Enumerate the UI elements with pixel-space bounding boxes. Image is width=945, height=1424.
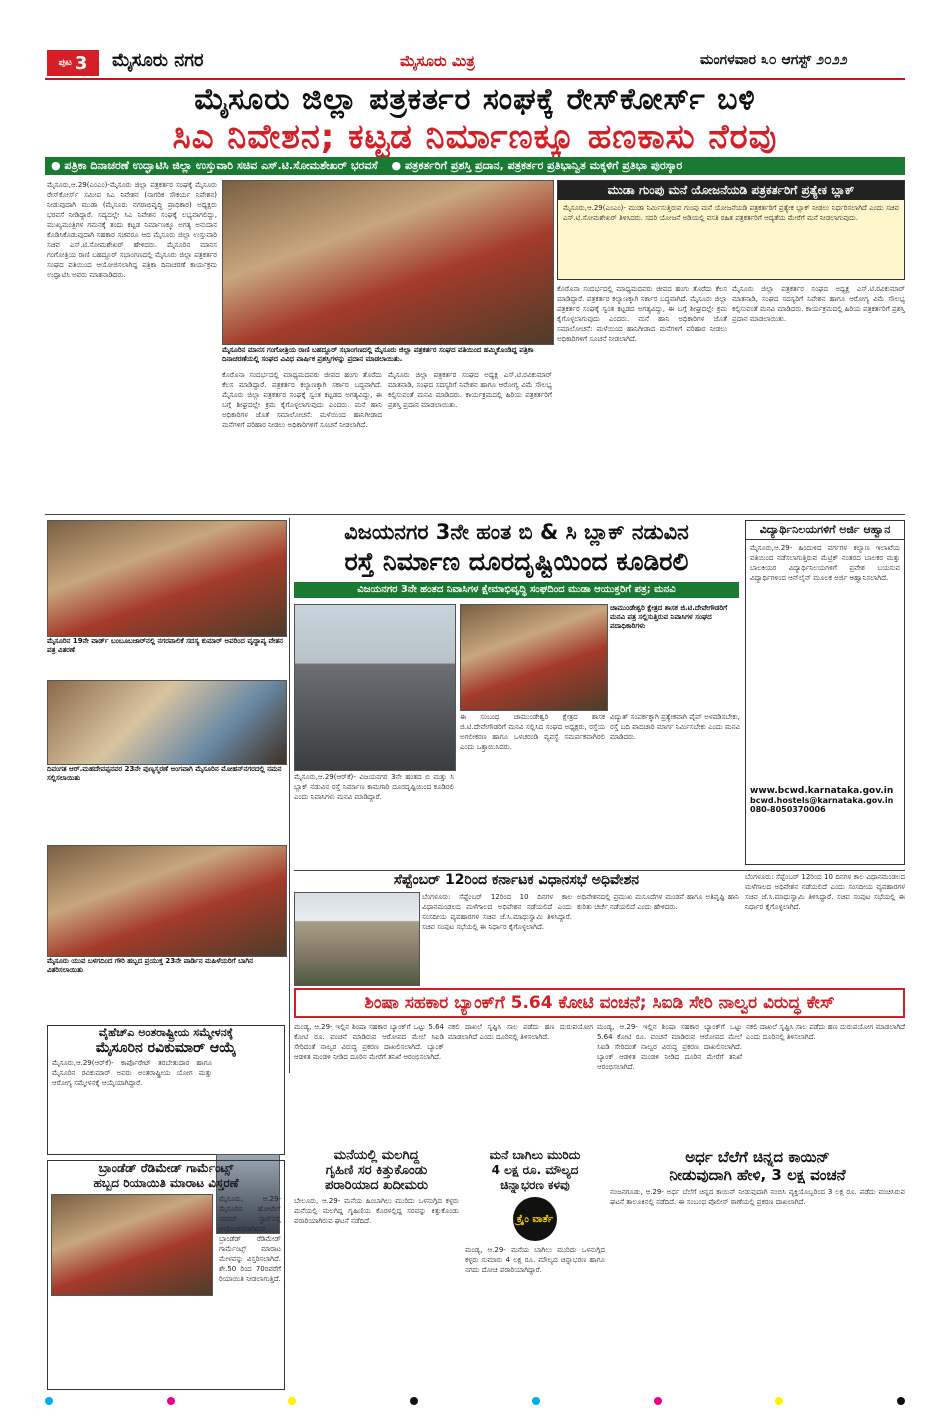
chain-snatch-article [294, 1148, 459, 1393]
assembly-body-1: ಬೆಂಗಳೂರು: ಸೆಪ್ಟೆಂಬರ್ 12ರಿಂದ 10 ದಿನಗಳ ಕಾಲ ವಿಧಾನಮಂಡಲದ ಮಳೆಗಾಲದ ಅಧಿವೇಶನ ನಡೆಯಲಿದೆ ಎಂದು ಸಂಸದೀಯ ವ್ಯವಹಾರಗಳ ಸಚಿವ ಜೆ.ಸಿ.ಮಾಧುಸ್ವಾಮಿ ತಿಳಿಸಿದ್ದಾರೆ. ಸಚಿವ ಸಂಪುಟ ಸಭೆಯಲ್ಲಿ ಈ ನಿರ್ಧಾರ ಕೈಗೊಳ್ಳಲಾಗಿದೆ. [422, 893, 572, 931]
chain-title-2: ಗೃಹಿಣಿ ಸರ ಕಿತ್ತುಕೊಂಡು [325, 1163, 428, 1178]
ravikumar-title-2: ಮೈಸೂರಿನ ರವಿಕುಮಾರ್ ಆಯ್ಕೆ [95, 1040, 237, 1056]
cyan-dot [45, 1397, 53, 1405]
section-name: ಮೈಸೂರು ನಗರ [112, 50, 204, 71]
muda-body: ಮೈಸೂರು,ಆ.29(ಎಂಎಂ)- ಮುಡಾ ನಿರ್ಮಿಸುತ್ತಿರುವ ಗುಂಪು ಮನೆ ಯೋಜನೆಯಡಿ ಪತ್ರಕರ್ತರಿಗೆ ಪ್ರತ್ಯೇಕ ಬ್ಲಾಕ್ ನೀಡಲು ನಿರ್ಧರಿಸಲಾಗಿದೆ ಎಂದು ಸಚಿವ ಎಸ್.ಟಿ.ಸೋಮಶೇಖರ್ ತಿಳಿಸಿದರು. ಸದರಿ ಯೋಜನೆ ಅಡಿಯಲ್ಲಿ ವಸತಿ ರಹಿತ ಪತ್ರಕರ್ತರಿಗೆ ಆದ್ಯತೆಯ ಮೇರೆಗೆ ಮನೆ ನೀಡಲಾಗುವುದು. [563, 204, 899, 222]
hostel-phone: 080-8050370006 [750, 805, 826, 814]
black-dot [897, 1397, 905, 1405]
chain-title-1: ಮನೆಯಲ್ಲಿ ಮಲಗಿದ್ದ [333, 1148, 420, 1163]
vijayanagar-headline-1: ವಿಜಯನಗರ 3ನೇ ಹಂತ ಬಿ & ಸಿ ಬ್ಲಾಕ್ ನಡುವಿನ [344, 520, 689, 544]
coin-title-1: ಅರ್ಧ ಬೆಲೆಗೆ ಚಿನ್ನದ ಕಾಯಿನ್ [685, 1148, 830, 1166]
muda-column-3: ಮೈಸೂರು ಜಿಲ್ಲಾ ಪತ್ರಕರ್ತರ ಸಂಘದ ಅಧ್ಯಕ್ಷ ಎಸ್.ಟಿ.ರವಿಕುಮಾರ್ ಮಾತನಾಡಿ, ಸಂಘದ ಸದಸ್ಯರಿಗೆ ನಿವೇಶನ ಹಾಗೂ ಆರೋಗ್ಯ ವಿಮೆ ಸೌಲಭ್ಯ ಕಲ್ಪಿಸುವಂತೆ ಮನವಿ ಮಾಡಿದರು. ಕಾರ್ಯಕ್ರಮದಲ್ಲಿ ಹಿರಿಯ ಪತ್ರಕರ್ತರಿಗೆ ಪ್ರಶಸ್ತಿ ಪ್ರದಾನ ಮಾಡಲಾಯಿತು. [732, 285, 905, 323]
chain-body: ಬೇಲೂರು, ಆ.29- ಮನೆಯ ಹಿಂಬಾಗಿಲು ಮುರಿದು ಒಳನುಗ್ಗಿದ ಕಳ್ಳರು ಮನೆಯಲ್ಲಿ ಮಲಗಿದ್ದ ಗೃಹಿಣಿಯ ಕೊರಳಲ್ಲಿದ್ದ ಸರವನ್ನು ಕಿತ್ತುಕೊಂಡು ಪರಾರಿಯಾಗಿರುವ ಘಟನೆ ನಡೆದಿದೆ. [294, 1197, 459, 1225]
lead-column-1: ಮೈಸೂರು,ಆ.29(ಎಂಎಂ)-ಮೈಸೂರು ಜಿಲ್ಲಾ ಪತ್ರಕರ್ತರ ಸಂಘಕ್ಕೆ ಮೈಸೂರು ರೇಸ್‌ಕೋರ್ಸ್ ಸಮೀಪ ಸಿಎ ನಿವೇಶನ (ನಾಗರಿಕ ಸೌಕರ್ಯ ನಿವೇಶನ) ನೀಡುವುದಾಗಿ ಮುಡಾ (ಮೈಸೂರು ನಗರಾಭಿವೃದ್ಧಿ ಪ್ರಾಧಿಕಾರ) ಅಧ್ಯಕ್ಷರು ಭರವಸೆ ನೀಡಿದ್ದಾರೆ. ಸದ್ಯದಲ್ಲೇ ಸಿಎ ನಿವೇಶನ ಸಂಘಕ್ಕೆ ಲಭ್ಯವಾಗಲಿದ್ದು, ಮುಖ್ಯಮಂತ್ರಿಗಳ ಗಮನಕ್ಕೆ ತಂದು ಕಟ್ಟಡ ನಿರ್ಮಾಣಕ್ಕೂ ಅಗತ್ಯ ಅನುದಾನ ಕೊಡಿಸಿಕೊಡುವುದಾಗಿ ಸಹಕಾರ ಸಚಿವರೂ ಆದ ಮೈಸೂರು ಜಿಲ್ಲಾ ಉಸ್ತುವಾರಿ ಸಚಿವ ಎಸ್.ಟಿ.ಸೋಮಶೇಖರ್ ಹೇಳಿದರು. ಮೈಸೂರಿನ ಮಾನಸ ಗಂಗೋತ್ರಿಯ ರಾಣಿ ಬಹದ್ದೂರ್ ಸಭಾಂಗಣದಲ್ಲಿ ಮೈಸೂರು ಜಿಲ್ಲಾ ಪತ್ರಕರ್ತರ ಸಂಘದ ವತಿಯಿಂದ ಆಯೋಜಿಸಲಾಗಿದ್ದ ಪತ್ರಿಕಾ ದಿನಾಚರಣೆ ಕಾರ್ಯಕ್ರಮ ಉದ್ಘಾಟಿಸಿ ಅವರು ಮಾತನಾಡಿದರು. [47, 181, 217, 279]
theft-title-1: ಮನೆ ಬಾಗಿಲು ಮುರಿದು [489, 1148, 581, 1162]
hostel-box [745, 520, 905, 865]
tribute-photo [47, 680, 287, 765]
ravikumar-body: ಮೈಸೂರು,ಆ.29(ಆರ್‌ಕೆ)- ಕಾರ್ಪೊರೇಟ್ ತರಬೇತುದಾರ ಹಾಗೂ ಮೈಸೂರಿನ ರವಿಕುಮಾರ್ ಅವರು ಅಂತರಾಷ್ಟ್ರೀಯ ಯೋಗ ಮತ್ತು ಆರೋಗ್ಯ ಸಮ್ಮೇಳನಕ್ಕೆ ಆಯ್ಕೆಯಾಗಿದ್ದಾರೆ. [52, 1059, 212, 1087]
awards-photo [222, 180, 554, 345]
garment-title-2: ಹಬ್ಬದ ರಿಯಾಯಿತಿ ಮಾರಾಟ ವಿಸ್ತರಣೆ [93, 1176, 239, 1190]
lead-headline-2: ಸಿಎ ನಿವೇಶನ; ಕಟ್ಟಡ ನಿರ್ಮಾಣಕ್ಕೂ ಹಣಕಾಸು ನೆರವು [172, 117, 778, 157]
lead-headline-1: ಮೈಸೂರು ಜಿಲ್ಲಾ ಪತ್ರಕರ್ತರ ಸಂಘಕ್ಕೆ ರೇಸ್‌ಕೋರ್ಸ್ ಬಳಿ [194, 82, 756, 117]
vijayanagar-headline-2: ರಸ್ತೆ ನಿರ್ಮಾಣ ದೂರದೃಷ್ಟಿಯಿಂದ ಕೂಡಿರಲಿ [344, 547, 689, 576]
bagina-caption: ಮೈಸೂರು ಯುವ ಬಳಗದಿಂದ ಗೌರಿ ಹಬ್ಬದ ಪ್ರಯುಕ್ತ 23ನೇ ವಾರ್ಡಿನ ಮಹಿಳೆಯರಿಗೆ ಬಾಗಿನ ವಿತರಿಸಲಾಯಿತು [47, 957, 254, 974]
lead-subhead-strip [45, 157, 905, 175]
magenta-dot [654, 1397, 662, 1405]
pension-caption: ಮೈಸೂರಿನ 19ನೇ ವಾರ್ಡ್ ಬಂಬೂಬಜಾರ್‌ನಲ್ಲಿ ನಗರಪಾಲಿಕೆ ಸದಸ್ಯ ಕುಮಾರ್ ಅವರಿಂದ ವೃದ್ಧಾಪ್ಯ ವೇತನ ಪತ್ರ ವಿತರಣೆ [47, 637, 283, 654]
bank-headline-box [294, 988, 905, 1018]
coin-fraud-article [610, 1148, 905, 1393]
theft-article [465, 1148, 605, 1393]
muda-title: ಮುಡಾ ಗುಂಪು ಮನೆ ಯೋಜನೆಯಡಿ ಪತ್ರಕರ್ತರಿಗೆ ಪ್ರತ್ಯೇಕ ಬ್ಲಾಕ್ [558, 181, 904, 200]
chain-title-3: ಪರಾರಿಯಾದ ಖದೀಮರು [324, 1178, 429, 1193]
black-dot [410, 1397, 418, 1405]
bank-body-1: ಮಂಡ್ಯ, ಆ.29- ಇಲ್ಲಿನ ಶಿಂಷಾ ಸಹಕಾರ ಬ್ಯಾಂಕ್‌ಗೆ ಒಟ್ಟು 5.64 ಕೋಟಿ ರೂ. ವಂಚನೆ ಮಾಡಿರುವ ಆರೋಪದ ಮೇಲೆ ಸಿಐಡಿ ಸೇರಿದಂತೆ ನಾಲ್ವರ ವಿರುದ್ಧ ಪ್ರಕರಣ ದಾಖಲಿಸಲಾಗಿದೆ. ಬ್ಯಾಂಕ್ ಆಡಳಿತ ಮಂಡಳಿ ನೀಡಿದ ದೂರಿನ ಮೇರೆಗೆ ತನಿಖೆ ಆರಂಭಿಸಲಾಗಿದೆ. [294, 1023, 444, 1061]
divider [294, 870, 905, 871]
assembly-body-3: ಬೆಂಗಳೂರು: ಸೆಪ್ಟೆಂಬರ್ 12ರಿಂದ 10 ದಿನಗಳ ಕಾಲ ವಿಧಾನಮಂಡಲದ ಮಳೆಗಾಲದ ಅಧಿವೇಶನ ನಡೆಯಲಿದೆ ಎಂದು ಸಂಸದೀಯ ವ್ಯವಹಾರಗಳ ಸಚಿವ ಜೆ.ಸಿ.ಮಾಧುಸ್ವಾಮಿ ತಿಳಿಸಿದ್ದಾರೆ. ಸಚಿವ ಸಂಪುಟ ಸಭೆಯಲ್ಲಿ ಈ ನಿರ್ಧಾರ ಕೈಗೊಳ್ಳಲಾಗಿದೆ. [745, 873, 905, 911]
theft-title-2: 4 ಲಕ್ಷ ರೂ. ಮೌಲ್ಯದ [491, 1163, 579, 1177]
yellow-dot [288, 1397, 296, 1405]
ravikumar-title-1: ವೈಹೆಚ್‌ಎ ಅಂತರಾಷ್ಟ್ರೀಯ ಸಮ್ಮೇಳನಕ್ಕೆ [98, 1026, 234, 1039]
magenta-dot [167, 1397, 175, 1405]
theft-body: ಮಂಡ್ಯ, ಆ.29- ಮನೆಯ ಬಾಗಿಲು ಮುರಿದು ಒಳನುಗ್ಗಿದ ಕಳ್ಳರು ಸುಮಾರು 4 ಲಕ್ಷ ರೂ. ಮೌಲ್ಯದ ಚಿನ್ನಾಭರಣ ಹಾಗೂ ನಗದು ದೋಚಿ ಪರಾರಿಯಾಗಿದ್ದಾರೆ. [465, 1246, 605, 1274]
assembly-title: ಸೆಪ್ಟೆಂಬರ್ 12ರಿಂದ ಕರ್ನಾಟಕ ವಿಧಾನಸಭೆ ಅಧಿವೇಶನ [393, 872, 640, 888]
hostel-body: ಮೈಸೂರು,ಆ.29- ಹಿಂದುಳಿದ ವರ್ಗಗಳ ಕಲ್ಯಾಣ ಇಲಾಖೆಯ ವತಿಯಿಂದ ನಡೆಸಲಾಗುತ್ತಿರುವ ಮೆಟ್ರಿಕ್ ನಂತರದ ಬಾಲಕರ ಮತ್ತು ಬಾಲಕಿಯರ ವಿದ್ಯಾರ್ಥಿನಿಲಯಗಳಿಗೆ ಪ್ರವೇಶ ಬಯಸುವ ವಿದ್ಯಾರ್ಥಿಗಳಿಂದ ಆನ್‌ಲೈನ್ ಮೂಲಕ ಅರ್ಜಿ ಆಹ್ವಾನಿಸಲಾಗಿದೆ. [750, 544, 900, 582]
masthead: ಮೈಸೂರು ಮಿತ್ರ [400, 52, 475, 70]
assembly-body-2: ಅಧಿವೇಶನದಲ್ಲಿ ಪ್ರಮುಖ ಮಸೂದೆಗಳ ಮಂಡನೆ ಹಾಗೂ ಅತಿವೃಷ್ಟಿ ಹಾನಿ ಕುರಿತು ಚರ್ಚೆ ನಡೆಯಲಿದೆ ಎಂದು ಹೇಳಿದರು. [577, 893, 739, 911]
hostel-email[interactable]: bcwd.hostels@karnataka.gov.in [750, 796, 894, 805]
page-number-badge: ಪುಟ 3 [47, 50, 99, 76]
lead-subhead-1: ● ಪತ್ರಿಕಾ ದಿನಾಚರಣೆ ಉದ್ಘಾಟಿಸಿ ಜಿಲ್ಲಾ ಉಸ್ತುವಾರಿ ಸಚಿವ ಎಸ್.ಟಿ.ಸೋಮಶೇಖರ್ ಭರವಸೆ [51, 159, 378, 172]
awards-photo-caption: ಮೈಸೂರಿನ ಮಾನಸ ಗಂಗೋತ್ರಿಯ ರಾಣಿ ಬಹದ್ದೂರ್ ಸಭಾಂಗಣದಲ್ಲಿ ಮೈಸೂರು ಜಿಲ್ಲಾ ಪತ್ರಕರ್ತರ ಸಂಘದ ವತಿಯಿಂದ ಹಮ್ಮಿಕೊಂಡಿದ್ದ ಪತ್ರಿಕಾ ದಿನಾಚರಣೆಯಲ್ಲಿ ಸಂಘದ ವಿವಿಧ ವಾರ್ಷಿಕ ಪ್ರಶಸ್ತಿಗಳನ್ನು ಪ್ರದಾನ ಮಾಡಲಾಯಿತು. [222, 346, 534, 363]
crime-stamp: ಕ್ರೈಂ ವಾರ್ತೆ [513, 1197, 557, 1241]
lead-column-3: ಮೈಸೂರು ಜಿಲ್ಲಾ ಪತ್ರಕರ್ತರ ಸಂಘದ ಅಧ್ಯಕ್ಷ ಎಸ್.ಟಿ.ರವಿಕುಮಾರ್ ಮಾತನಾಡಿ, ಸಂಘದ ಸದಸ್ಯರಿಗೆ ನಿವೇಶನ ಹಾಗೂ ಆರೋಗ್ಯ ವಿಮೆ ಸೌಲಭ್ಯ ಕಲ್ಪಿಸುವಂತೆ ಮನವಿ ಮಾಡಿದರು. ಕಾರ್ಯಕ್ರಮದಲ್ಲಿ ಹಿರಿಯ ಪತ್ರಕರ್ತರಿಗೆ ಪ್ರಶಸ್ತಿ ಪ್ರದಾನ ಮಾಡಲಾಯಿತು. [388, 371, 552, 409]
garment-title-1: ಬ್ರಾಂಡೆಡ್ ರೆಡಿಮೇಡ್ ಗಾರ್ಮೆಂಟ್ಸ್ [98, 1161, 234, 1175]
garment-photo [51, 1194, 213, 1296]
yellow-dot [775, 1397, 783, 1405]
vijayanagar-subhead: ವಿಜಯನಗರ 3ನೇ ಹಂತದ ನಿವಾಸಿಗಳ ಕ್ಷೇಮಾಭಿವೃದ್ಧಿ ಸಂಘದಿಂದ ಮುಡಾ ಆಯುಕ್ತರಿಗೆ ಪತ್ರ; ಮನವಿ [294, 582, 739, 598]
coin-body: ನಂಜನಗೂಡು, ಆ.29- ಅರ್ಧ ಬೆಲೆಗೆ ಚಿನ್ನದ ಕಾಯಿನ್ ನೀಡುವುದಾಗಿ ನಂಬಿಸಿ ವ್ಯಕ್ತಿಯೊಬ್ಬರಿಂದ 3 ಲಕ್ಷ ರೂ. ಪಡೆದು ವಂಚಿಸಿರುವ ಘಟನೆ ತಾಲೂಕಿನಲ್ಲಿ ನಡೆದಿದೆ. ಈ ಸಂಬಂಧ ಪೊಲೀಸ್ ಠಾಣೆಯಲ್ಲಿ ಪ್ರಕರಣ ದಾಖಲಾಗಿದೆ. [610, 1188, 905, 1206]
cyan-dot [532, 1397, 540, 1405]
bagina-photo [47, 845, 287, 957]
theft-title-3: ಚಿನ್ನಾಭರಣ ಕಳವು [500, 1178, 570, 1192]
lead-column-2: ಕೊರೊನಾ ಸಂದರ್ಭದಲ್ಲಿ ಮಾಧ್ಯಮದವರು ಜೀವದ ಹಂಗು ತೊರೆದು ಕೆಲಸ ಮಾಡಿದ್ದಾರೆ. ಪತ್ರಕರ್ತರ ಕಲ್ಯಾಣಕ್ಕಾಗಿ ಸರ್ಕಾರ ಬದ್ಧವಾಗಿದೆ. ಮೈಸೂರು ಜಿಲ್ಲಾ ಪತ್ರಕರ್ತರ ಸಂಘಕ್ಕೆ ಸ್ವಂತ ಕಟ್ಟಡದ ಅಗತ್ಯವಿದ್ದು, ಈ ಬಗ್ಗೆ ಶೀಘ್ರದಲ್ಲೇ ಕ್ರಮ ಕೈಗೊಳ್ಳಲಾಗುವುದು ಎಂದರು. ಮನೆ ಹಾನಿ ಅಧಿಕಾರಿಗಳ ಜೊತೆ ಸಮಾಲೋಚನೆ: ಮಳೆಯಿಂದ ಹಾನಿಗೀಡಾದ ಮನೆಗಳಿಗೆ ಪರಿಹಾರ ನೀಡಲು ಅಧಿಕಾರಿಗಳಿಗೆ ಸೂಚನೆ ನೀಡಲಾಗಿದೆ. [222, 371, 382, 429]
garment-body: ಮೈಸೂರು, ಆ.29- ಮೈಸೂರಿನ ಹೋಟೆಲ್ ಸದರನ್ ಸ್ಟಾರ್‌ನಲ್ಲಿ ಆಯೋಜಿಸಲಾಗಿರುವ ಬ್ರಾಂಡೆಡ್ ರೆಡಿಮೇಡ್ ಗಾರ್ಮೆಂಟ್ಸ್ ಮಾರಾಟ ಮೇಳವನ್ನು ವಿಸ್ತರಿಸಲಾಗಿದೆ. ಶೇ.50 ರಿಂದ 70ರವರೆಗೆ ರಿಯಾಯಿತಿ ನೀಡಲಾಗುತ್ತಿದೆ. [219, 1195, 281, 1283]
divider [289, 518, 290, 1073]
hostel-title: ವಿದ್ಯಾರ್ಥಿನಿಲಯಗಳಿಗೆ ಅರ್ಜಿ ಆಹ್ವಾನ [746, 521, 904, 540]
lead-subhead-2: ● ಪತ್ರಕರ್ತರಿಗೆ ಪ್ರಶಸ್ತಿ ಪ್ರದಾನ, ಪತ್ರಕರ್ತರ ಪ್ರತಿಭಾನ್ವಿತ ಮಕ್ಕಳಿಗೆ ಪ್ರತಿಭಾ ಪುರಸ್ಕಾರ [391, 159, 683, 172]
issue-date: ಮಂಗಳವಾರ ೩೦ ಆಗಸ್ಟ್ ೨೦೨೨ [700, 52, 848, 68]
bank-body-3: ಮಂಡ್ಯ, ಆ.29- ಇಲ್ಲಿನ ಶಿಂಷಾ ಸಹಕಾರ ಬ್ಯಾಂಕ್‌ಗೆ ಒಟ್ಟು 5.64 ಕೋಟಿ ರೂ. ವಂಚನೆ ಮಾಡಿರುವ ಆರೋಪದ ಮೇಲೆ ಸಿಐಡಿ ಸೇರಿದಂತೆ ನಾಲ್ವರ ವಿರುದ್ಧ ಪ್ರಕರಣ ದಾಖಲಿಸಲಾಗಿದೆ. ಬ್ಯಾಂಕ್ ಆಡಳಿತ ಮಂಡಳಿ ನೀಡಿದ ದೂರಿನ ಮೇರೆಗೆ ತನಿಖೆ ಆರಂಭಿಸಲಾಗಿದೆ. [597, 1023, 742, 1071]
coin-title-2: ನೀಡುವುದಾಗಿ ಹೇಳಿ, 3 ಲಕ್ಷ ವಂಚನೆ [669, 1166, 846, 1184]
bank-body-4: ನಕಲಿ ದಾಖಲೆ ಸೃಷ್ಟಿಸಿ ಸಾಲ ಪಡೆದು ಹಣ ದುರುಪಯೋಗ ಮಾಡಲಾಗಿದೆ ಎಂದು ದೂರಿನಲ್ಲಿ ತಿಳಿಸಲಾಗಿದೆ. [746, 1023, 905, 1041]
ravikumar-box [47, 1025, 285, 1155]
bank-body-2: ನಕಲಿ ದಾಖಲೆ ಸೃಷ್ಟಿಸಿ ಸಾಲ ಪಡೆದು ಹಣ ದುರುಪಯೋಗ ಮಾಡಲಾಗಿದೆ ಎಂದು ದೂರಿನಲ್ಲಿ ತಿಳಿಸಲಾಗಿದೆ. [448, 1023, 593, 1041]
vidhana-soudha-photo [294, 892, 420, 986]
vijayanagar-body-2: ವಿದ್ಯುತ್ ಸಂಪರ್ಕಕ್ಕಾಗಿ ಪ್ರತ್ಯೇಕವಾಗಿ ಪೈಪ್ ಅಳವಡಿಸಬೇಕು, ರಸ್ತೆ ಬದಿ ಪಾದಚಾರಿ ಮಾರ್ಗ ನಿರ್ಮಿಸಬೇಕು ಎಂದು ಮನವಿ ಮಾಡಿದರು. [610, 713, 740, 741]
bank-headline: ಶಿಂಷಾ ಸಹಕಾರ ಬ್ಯಾಂಕ್‌ಗೆ 5.64 ಕೋಟಿ ವಂಚನೆ; ಸಿಐಡಿ ಸೇರಿ ನಾಲ್ವರ ವಿರುದ್ಧ ಕೇಸ್ [364, 993, 835, 1013]
hostel-website[interactable]: www.bcwd.karnataka.gov.in [750, 786, 894, 796]
handover-photo [460, 604, 608, 711]
registration-marks [45, 1395, 905, 1407]
header-rule [45, 78, 905, 80]
vijayanagar-body-1: ಈ ಸಂಬಂಧ ಚಾಮುಂಡೇಶ್ವರಿ ಕ್ಷೇತ್ರದ ಶಾಸಕ ಜಿ.ಟಿ.ದೇವೇಗೌಡರಿಗೆ ಮನವಿ ಸಲ್ಲಿಸಿದ ಸಂಘದ ಅಧ್ಯಕ್ಷರು, ರಸ್ತೆಯ ಅಗಲೀಕರಣ ಹಾಗೂ ಒಳಚರಂಡಿ ವ್ಯವಸ್ಥೆ ಸಮರ್ಪಕವಾಗಿರಲಿ ಎಂದು ಒತ್ತಾಯಿಸಿದರು. [460, 713, 605, 751]
muda-box [557, 180, 905, 280]
pension-photo [47, 520, 287, 637]
handover-caption: ಚಾಮುಂಡೇಶ್ವರಿ ಕ್ಷೇತ್ರದ ಶಾಸಕ ಜಿ.ಟಿ.ದೇವೇಗೌಡರಿಗೆ ಮನವಿ ಪತ್ರ ಸಲ್ಲಿಸುತ್ತಿರುವ ನಿವಾಸಿಗಳ ಸಂಘದ ಪದಾಧಿಕಾರಿಗಳು [610, 604, 728, 630]
muda-column-2: ಕೊರೊನಾ ಸಂದರ್ಭದಲ್ಲಿ ಮಾಧ್ಯಮದವರು ಜೀವದ ಹಂಗು ತೊರೆದು ಕೆಲಸ ಮಾಡಿದ್ದಾರೆ. ಪತ್ರಕರ್ತರ ಕಲ್ಯಾಣಕ್ಕಾಗಿ ಸರ್ಕಾರ ಬದ್ಧವಾಗಿದೆ. ಮೈಸೂರು ಜಿಲ್ಲಾ ಪತ್ರಕರ್ತರ ಸಂಘಕ್ಕೆ ಸ್ವಂತ ಕಟ್ಟಡದ ಅಗತ್ಯವಿದ್ದು, ಈ ಬಗ್ಗೆ ಶೀಘ್ರದಲ್ಲೇ ಕ್ರಮ ಕೈಗೊಳ್ಳಲಾಗುವುದು ಎಂದರು. ಮನೆ ಹಾನಿ ಅಧಿಕಾರಿಗಳ ಜೊತೆ ಸಮಾಲೋಚನೆ: ಮಳೆಯಿಂದ ಹಾನಿಗೀಡಾದ ಮನೆಗಳಿಗೆ ಪರಿಹಾರ ನೀಡಲು ಅಧಿಕಾರಿಗಳಿಗೆ ಸೂಚನೆ ನೀಡಲಾಗಿದೆ. [557, 285, 727, 343]
road-photo [294, 604, 456, 771]
divider [45, 514, 905, 515]
garment-box [47, 1160, 285, 1390]
road-caption: ಮೈಸೂರು,ಆ.29(ಆರ್‌ಕೆ)- ವಿಜಯನಗರ 3ನೇ ಹಂತದ ಬಿ ಮತ್ತು ಸಿ ಬ್ಲಾಕ್ ನಡುವಿನ ರಸ್ತೆ ನಿರ್ಮಾಣ ಕಾಮಗಾರಿ ದೂರದೃಷ್ಟಿಯಿಂದ ಕೂಡಿರಲಿ ಎಂದು ನಿವಾಸಿಗಳು ಮನವಿ ಮಾಡಿದ್ದಾರೆ. [294, 773, 454, 801]
tribute-caption: ದಿವಂಗತ ಆರ್.ಮಹದೇವಪ್ಪನವರ 23ನೇ ಪುಣ್ಯಸ್ಮರಣೆ ಅಂಗವಾಗಿ ಮೈಸೂರಿನ ಮೋಹನ್‌ನಗರದಲ್ಲಿ ನಮನ ಸಲ್ಲಿಸಲಾಯಿತು [47, 765, 282, 782]
